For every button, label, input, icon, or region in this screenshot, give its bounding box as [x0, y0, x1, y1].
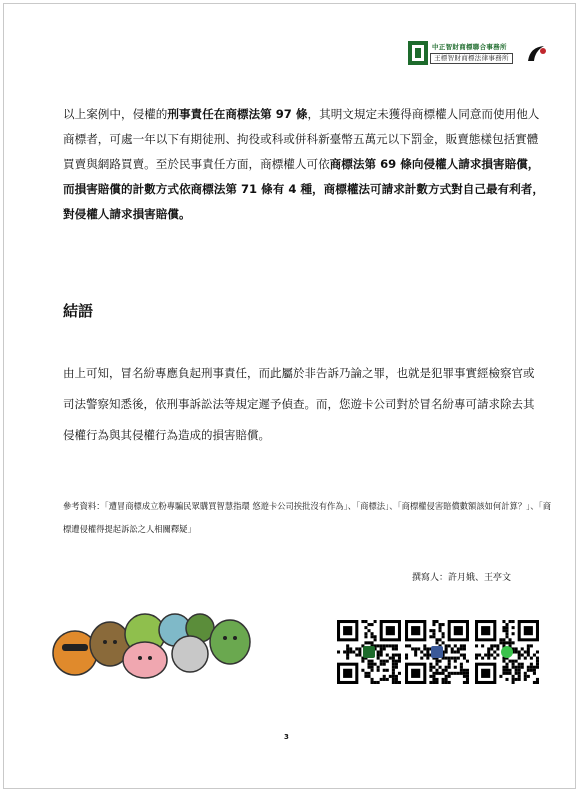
page-number: 3	[284, 733, 289, 741]
facebook-icon	[431, 646, 443, 658]
author-line: 撰寫人：許月娥、王亭文	[412, 573, 512, 583]
logo-mark-icon	[408, 41, 428, 65]
logo-org-line1: 中正智財商標聯合事務所	[432, 43, 507, 51]
firm-logo	[408, 41, 548, 67]
p1-segment-3: 商標法第 69 條向侵權人請求損害賠償，而損害賠償的計數方式依商標法第 71 條有 4 種，商標權法可請求計數方式對自己最有利者，對侵權人請求損害賠償。	[63, 157, 544, 221]
qr-code-facebook[interactable]	[405, 620, 469, 684]
logo-swoosh-icon	[526, 43, 548, 65]
logo-org-line2: 王標智財商標法律事務所	[430, 53, 513, 64]
line-icon	[501, 646, 513, 658]
p1-segment-0: 以上案例中，侵權的	[63, 107, 168, 121]
references: 參考資料：「遭冒商標成立粉專騙民眾購買智慧指環 悠遊卡公司挨批沒有作為」、「商標法」、「商標權侵害賠償數額該如何計算？」、「商標遭侵權得提起訴訟之人相關釋疑」	[63, 501, 551, 534]
conclusion-heading: 結語	[63, 302, 94, 320]
case-analysis-paragraph	[63, 102, 548, 227]
qr-code-line[interactable]	[475, 620, 539, 684]
p1-segment-2: ，其明文規定未獲得商標權人同意而使用他人商標者，可處一年以下有期徒刑、拘役或科或併科新臺幣五萬元以下罰金，販賣態樣包括實體買賣與網路買賣。至於民事責任方面，商標權人可依	[63, 107, 540, 171]
website-icon	[363, 646, 375, 658]
conclusion-paragraph	[63, 358, 543, 451]
p1-segment-1: 刑事責任在商標法第 97 條	[167, 107, 308, 121]
qr-code-website[interactable]	[337, 620, 401, 684]
conclusion-text: 由上可知，冒名紛專應負起刑事責任，而此屬於非告訴乃論之罪，也就是犯罪事實經檢察官或司法警察知悉後，依刑事訴訟法等規定遲予偵查。而，您遊卡公司對於冒名紛專可請求除去其侵權行為與其侵權行為造成的損害賠償。	[63, 366, 535, 442]
mascot-illustration	[50, 608, 260, 688]
